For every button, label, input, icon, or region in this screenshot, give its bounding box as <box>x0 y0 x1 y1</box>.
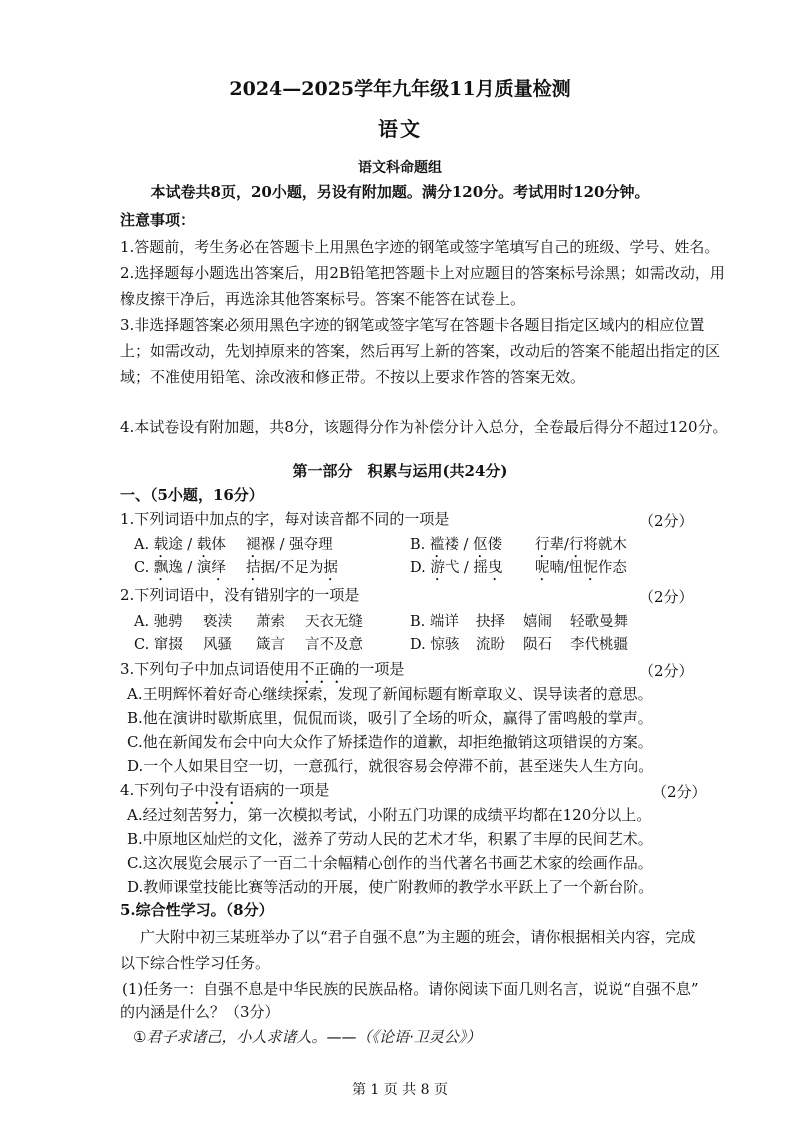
q2-option-d-w3: 陨石 <box>523 637 552 653</box>
q2-option-d-w4: 李代桃疆 <box>570 637 628 653</box>
q5-quote: ①君子求诸己，小人求诸人。——（《论语·卫灵公》） <box>133 1028 482 1046</box>
notice-heading: 注意事项： <box>120 211 196 229</box>
subject-title: 语文 <box>378 117 422 141</box>
q5-intro: 广大附中初三某班举办了以“君子自强不息”为主题的班会，请你根据相关内容，完成 <box>140 928 696 946</box>
q1-option-d-pair2: 呢喃/忸怩作态 <box>535 560 627 576</box>
q4-option-b: B.中原地区灿烂的文化，滋养了劳动人民的艺术才华，积累了丰厚的民间艺术。 <box>127 830 653 848</box>
q1-option-a-pair2: 褪褓 / 强夺理 <box>246 537 333 553</box>
q1-option-d: D. 游弋 / 摇曳 <box>410 560 503 576</box>
notice-line: 3.非选择题答案必须用黑色字迹的钢笔或签字笔写在答题卡各题目指定区域内的相应位置 <box>120 316 705 334</box>
q1-option-b-pair2: 行辈/行将就木 <box>535 537 627 553</box>
q2-option-d-w2: 流盼 <box>476 637 505 653</box>
notice-line: 上；如需改动，先划掉原来的答案，然后再写上新的答案，改动后的答案不能超出指定的区 <box>120 342 721 360</box>
q2-option-c-w4: 言不及意 <box>305 637 363 653</box>
q1-option-c: C. 飘逸 / 演绎 <box>134 560 226 576</box>
notice-line: 域；不准使用铅笔、涂改液和修正带。不按以上要求作答的答案无效。 <box>120 368 586 386</box>
q3-option-c: C.他在新闻发布会中向大众作了矫揉造作的道歉，却拒绝撤销这项错误的方案。 <box>127 733 653 751</box>
q2-option-b-w3: 嬉闹 <box>523 614 552 630</box>
exam-title: 2024—2025学年九年级11月质量检测 <box>229 78 571 100</box>
section-heading: 一、（5小题，16分） <box>120 486 264 504</box>
q2-option-a-w1: A. 驰骋 <box>134 614 183 630</box>
q1-option-a: A. 载途 / 载体 <box>134 537 226 553</box>
q2-option-b-w4: 轻歌曼舞 <box>570 614 628 630</box>
notice-line: 2.选择题每小题选出答案后，用2B铅笔把答题卡上对应题目的答案标号涂黑；如需改动，用 <box>120 264 725 282</box>
q1-stem: 1.下列词语中加点的字，每对读音都不同的一项是 <box>120 510 450 528</box>
q4-option-d: D.教师课堂技能比赛等活动的开展，使广附教师的教学水平跃上了一个新台阶。 <box>127 878 654 896</box>
q2-option-b-w1: B. 端详 <box>410 614 459 630</box>
notice-line: 橡皮擦干净后，再选涂其他答案标号。答案不能答在试卷上。 <box>120 290 526 308</box>
q4-option-c: C.这次展览会展示了一百二十余幅精心创作的当代著名书画艺术家的绘画作品。 <box>127 854 653 872</box>
q3-stem: 3.下列句子中加点词语使用不正确的一项是 <box>120 660 405 678</box>
q2-score: （2分） <box>639 588 694 606</box>
q3-option-a: A.王明辉怀着好奇心继续探索，发现了新闻标题有断章取义、误导读者的意思。 <box>127 685 653 703</box>
q3-option-b: B.他在演讲时歇斯底里，侃侃而谈，吸引了全场的听众，赢得了雷鸣般的掌声。 <box>127 709 653 727</box>
q1-score: （2分） <box>639 512 694 530</box>
q2-option-c-w3: 箴言 <box>256 637 285 653</box>
q3-score: （2分） <box>639 662 694 680</box>
q2-stem: 2.下列词语中，没有错别字的一项是 <box>120 586 360 604</box>
q4-stem: 4.下列句子中没有语病的一项是 <box>120 781 330 799</box>
notice-line: 1.答题前，考生务必在答题卡上用黑色字迹的钢笔或签字笔填写自己的班级、学号、姓名。 <box>120 238 720 256</box>
q3-option-d: D.一个人如果目空一切，一意孤行，就很容易会停滞不前，甚至迷失人生方向。 <box>127 757 654 775</box>
part-title: 第一部分 积累与运用(共24分) <box>292 462 508 480</box>
q2-option-a-w4: 天衣无缝 <box>305 614 363 630</box>
page-number: 第 1 页 共 8 页 <box>351 1082 449 1098</box>
q1-option-c-pair2: 拮据/不足为据 <box>246 560 338 576</box>
q2-option-a-w3: 萧索 <box>256 614 285 630</box>
q2-option-d-w1: D. 惊骇 <box>410 637 460 653</box>
q1-option-b: B. 褴褛 / 伛偻 <box>410 537 502 553</box>
q4-score: （2分） <box>652 783 707 801</box>
q2-option-a-w2: 亵渎 <box>203 614 232 630</box>
q2-option-c-w2: 风骚 <box>203 637 232 653</box>
q4-option-a: A.经过刻苦努力，第一次模拟考试，小附五门功课的成绩平均都在120分以上。 <box>127 806 652 824</box>
q2-option-c-w1: C. 窜掇 <box>134 637 183 653</box>
q5-task1: (1)任务一：自强不息是中华民族的民族品格。请你阅读下面几则名言，说说“自强不息” <box>122 980 699 998</box>
q5-task1-cont: 的内涵是什么？（3分） <box>120 1003 280 1021</box>
q5-intro-cont: 以下综合性学习任务。 <box>120 954 271 972</box>
notice-line: 4.本试卷设有附加题，共8分，该题得分作为补偿分计入总分，全卷最后得分不超过120分。 <box>120 418 728 436</box>
q2-option-b-w2: 抉择 <box>476 614 505 630</box>
exam-info: 本试卷共8页，20小题，另设有附加题。满分120分。考试用时120分钟。 <box>150 183 650 201</box>
question-group: 语文科命题组 <box>358 160 442 176</box>
q5-stem: 5.综合性学习。（8分） <box>120 901 274 919</box>
